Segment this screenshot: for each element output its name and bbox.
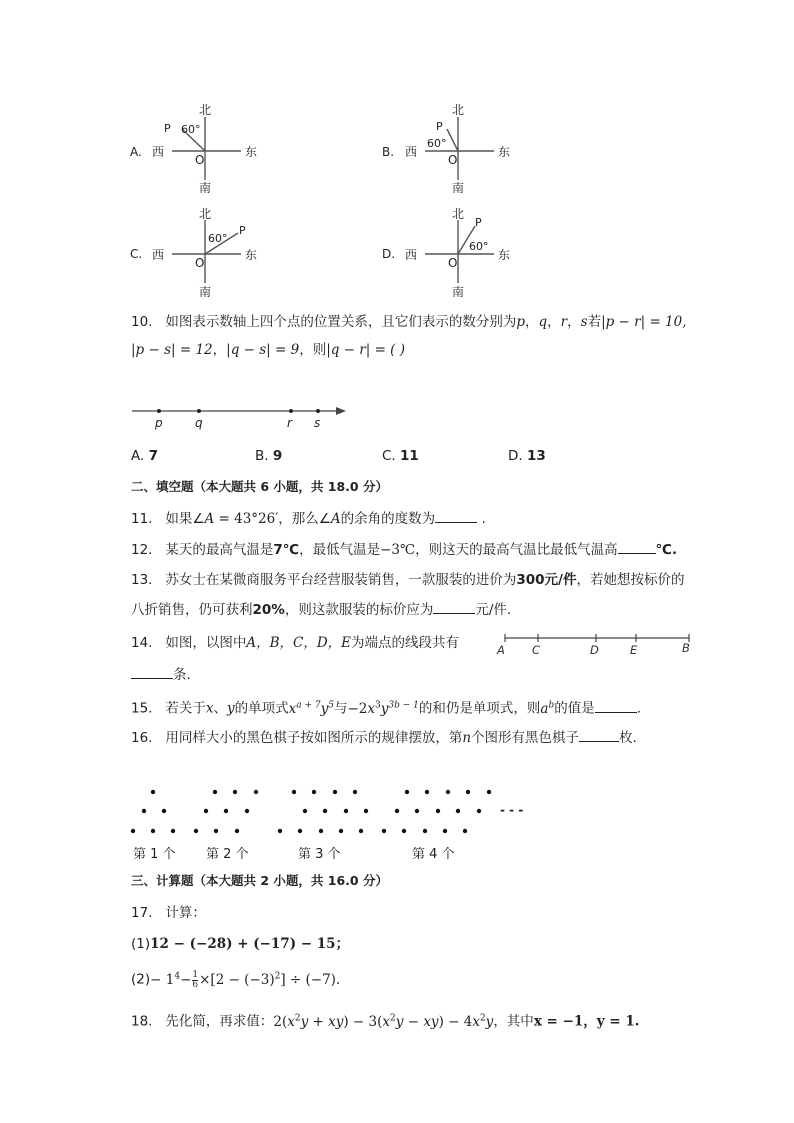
segment-label-a: A (497, 643, 505, 657)
point-label: P (164, 122, 171, 135)
west-label: 西 (405, 248, 418, 262)
segment-label-c: C (532, 643, 541, 657)
q17-part1: (1)12 − (−28) + (−17) − 15； (131, 936, 350, 952)
q13-line2: 八折销售，仍可获利20%，则这款服装的标价应为 元/件. (131, 599, 511, 620)
north-label: 北 (452, 103, 465, 117)
south-label: 南 (199, 285, 212, 299)
option-label: C. (130, 247, 143, 261)
compass-diagrams (120, 100, 540, 300)
option-label: D. (382, 247, 396, 261)
q13-line1: 13. 苏女士在某微商服务平台经营服装销售，一款服装的进价为300元/件，若她想按标价的 (131, 572, 685, 588)
angle-label: 60° (181, 123, 201, 136)
dot-pattern-figure (120, 780, 540, 865)
q17-part2: $(2)- 1^4-$ $\frac{1}{6}$ $\times[2 - (-3)^2] \div (-7)$. (131, 969, 341, 990)
segment-label-e: E (630, 643, 638, 657)
section-3-title: 三、计算题（本大题共 2 小题，共 16.0 分） (131, 873, 388, 888)
q10-option-d: D. 13 (508, 448, 546, 464)
angle-label: 60° (469, 240, 489, 253)
point-label: P (436, 120, 443, 133)
q12: 12. 某天的最高气温是7℃，最低气温是−3℃，则这天的最高气温比最低气温高 ℃. (131, 539, 677, 560)
origin-label: O (448, 256, 458, 270)
section-2-title: 二、填空题（本大题共 6 小题，共 18.0 分） (131, 479, 388, 494)
axis-label-s: s (314, 416, 321, 430)
q11: 11. 如果∠A = 43°26′，那么∠A的余角的度数为 . (131, 508, 486, 529)
south-label: 南 (452, 181, 465, 195)
q14-line1: 14. 如图，以图中A，B，C，D，E为端点的线段共有 (131, 635, 460, 651)
figure-label-1: 第 1 个 (133, 847, 176, 862)
q15: 15. 若关于x、y的单项式$x^{a + 7}y^5$与$-2x^3y^{3b - 1}$的和仍是单项式，则$a^b$的值是 . (131, 695, 641, 719)
segment-label-b: B (682, 641, 690, 655)
option-label: A. (130, 145, 142, 159)
q10-line2: |p − s| = 12，|q − s| = 9，则|q − r| = ( ) (131, 342, 405, 358)
q17: 17. 计算： (131, 905, 206, 921)
west-label: 西 (152, 145, 165, 159)
segment-label-d: D (590, 643, 599, 657)
axis-label-q: q (195, 416, 203, 430)
east-label: 东 (498, 145, 511, 159)
q18: 18. 先化简，再求值：$2(x^2y + xy) - 3(x^2y - xy) - 4x^2y$，其中x = −1，y = 1. (131, 1013, 640, 1030)
q10-option-a: A. 7 (131, 448, 158, 464)
q10-line1: 10. 如图表示数轴上四个点的位置关系，且它们表示的数分别为p，q，r，s若|p − r| = 10, (131, 314, 687, 330)
point-label: P (475, 216, 482, 229)
origin-label: O (195, 153, 205, 167)
west-label: 西 (152, 248, 165, 262)
east-label: 东 (245, 145, 258, 159)
origin-label: O (195, 256, 205, 270)
q16: 16. 用同样大小的黑色棋子按如图所示的规律摆放，第n个图形有黑色棋子 枚. (131, 727, 637, 748)
north-label: 北 (199, 103, 212, 117)
figure-label-2: 第 2 个 (206, 847, 249, 862)
east-label: 东 (245, 248, 258, 262)
figure-label-4: 第 4 个 (412, 847, 455, 862)
north-label: 北 (199, 207, 212, 221)
axis-label-r: r (287, 416, 292, 430)
east-label: 东 (498, 248, 511, 262)
option-label: B. (382, 145, 395, 159)
angle-label: 60° (427, 137, 447, 150)
west-label: 西 (405, 145, 418, 159)
origin-label: O (448, 153, 458, 167)
figure-label-3: 第 3 个 (298, 847, 341, 862)
south-label: 南 (452, 285, 465, 299)
north-label: 北 (452, 207, 465, 221)
q14-line2: 条. (131, 664, 191, 685)
segment-figure (495, 630, 695, 658)
q10-option-b: B. 9 (255, 448, 283, 464)
south-label: 南 (199, 181, 212, 195)
angle-label: 60° (208, 232, 228, 245)
q10-options (131, 446, 158, 466)
continuation-dots: - - - (500, 803, 524, 817)
number-line (128, 400, 358, 434)
q10-option-c: C. 11 (382, 448, 419, 464)
axis-label-p: p (155, 416, 163, 430)
point-label: P (239, 224, 246, 237)
